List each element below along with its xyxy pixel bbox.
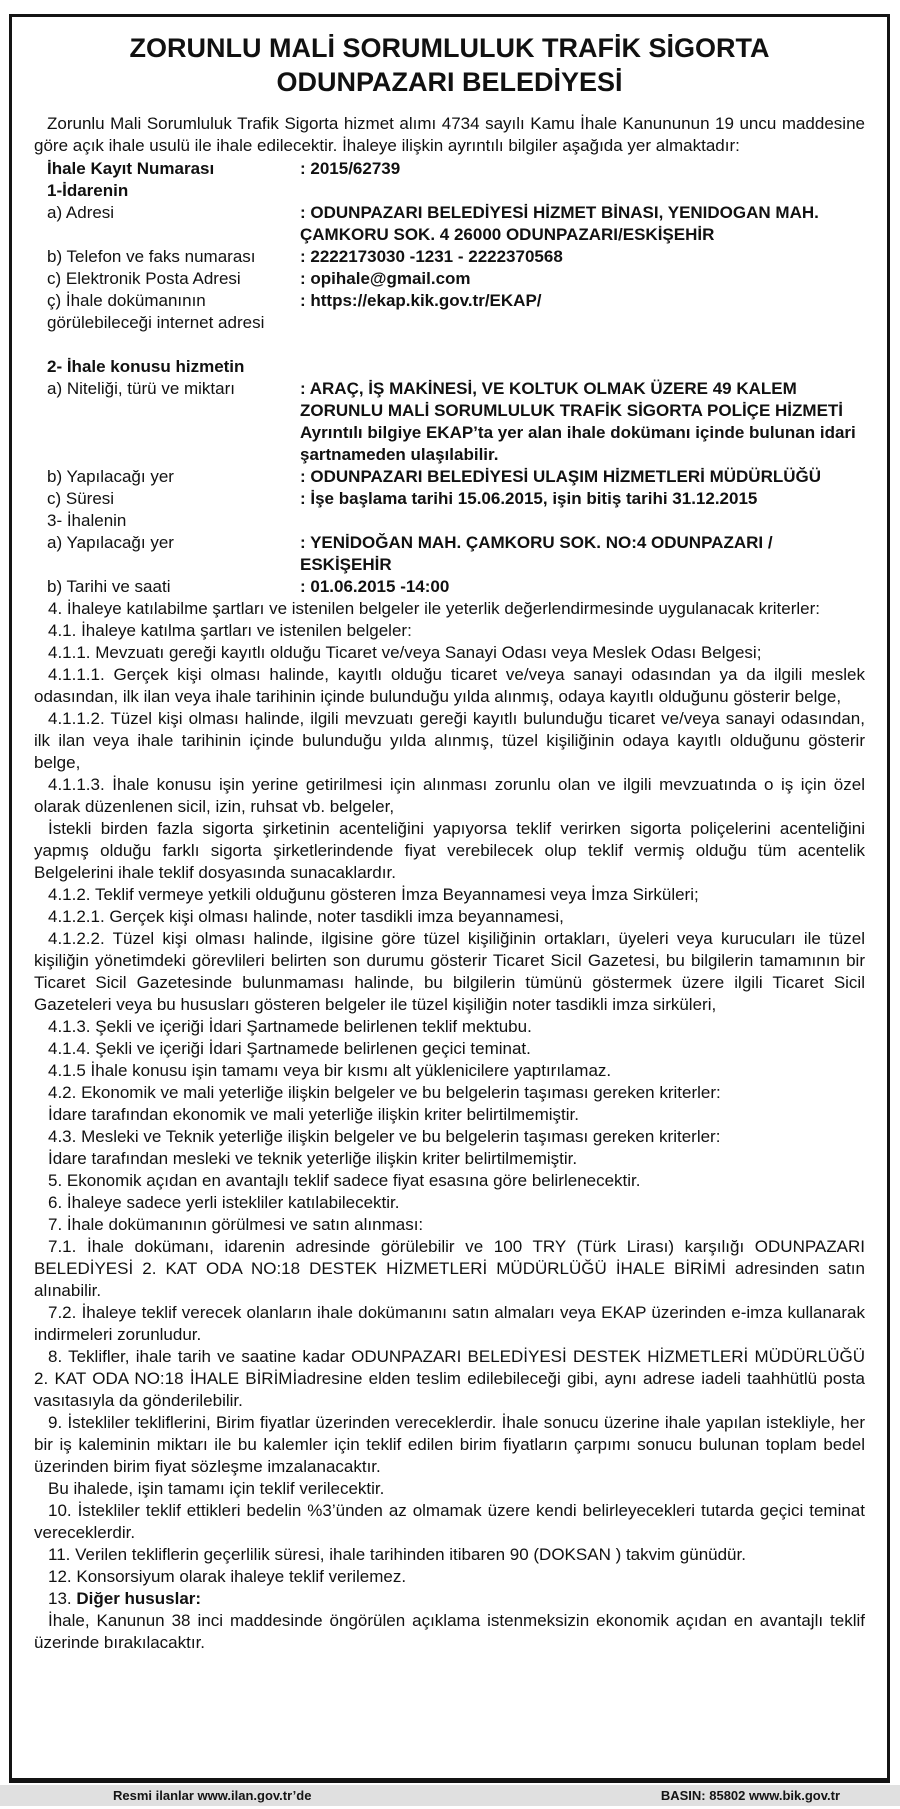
body-paragraph (34, 1104, 865, 1126)
paragraph-bold-text: Diğer hususlar: (76, 1589, 202, 1608)
footer-bar (0, 1785, 900, 1806)
info-label: İhale Kayıt Numarası (47, 159, 215, 178)
info-row (34, 268, 865, 290)
body-paragraph (34, 664, 865, 708)
info-value: : ODUNPAZARI BELEDİYESİ ULAŞIM HİZMETLERİ MÜDÜRLÜĞÜ (300, 467, 822, 486)
body-paragraph (34, 1192, 865, 1214)
paragraph-text: 4.1.5 İhale konusu işin tamamı veya bir kısmı alt yüklenicilere yaptırılamaz. (48, 1061, 612, 1080)
info-row (34, 532, 865, 576)
paragraph-text: 4.1.4. Şekli ve içeriği İdari Şartnamede belirlenen geçici teminat. (48, 1039, 531, 1058)
info-row (34, 378, 865, 466)
body-paragraph (34, 1566, 865, 1588)
info-value: : ARAÇ, İŞ MAKİNESİ, VE KOLTUK OLMAK ÜZERE 49 KALEM ZORUNLU MALİ SORUMLULUK TRAFİK SİGORTA POLİÇE HİZMETİ Ayrıntılı bilgiye EKAP’ta yer alan ihale dokümanı içinde bulunan idari şartnameden ulaşılabilir. (300, 379, 856, 464)
info-label: a) Yapılacağı yer (47, 533, 174, 552)
paragraph-text: 12. Konsorsiyum olarak ihaleye teklif verilemez. (48, 1567, 407, 1586)
body-paragraph (34, 642, 865, 664)
info-value: : opihale@gmail.com (300, 269, 471, 288)
official-ads-note: Resmi ilanlar www.ilan.gov.tr’de (113, 1788, 312, 1803)
body-paragraph (34, 906, 865, 928)
notice-title (34, 31, 865, 99)
paragraph-text: 4.1.1. Mevzuatı gereği kayıtlı olduğu Ticaret ve/veya Sanayi Odası veya Meslek Odası Belgesi; (48, 643, 762, 662)
body-paragraph (34, 1346, 865, 1412)
info-label: ç) İhale dokümanının görülebileceği internet adresi (47, 291, 265, 332)
info-label: a) Niteliği, türü ve miktarı (47, 379, 235, 398)
info-value: : https://ekap.kik.gov.tr/EKAP/ (300, 291, 542, 310)
body-paragraph (34, 620, 865, 642)
paragraph-text: 13. (48, 1589, 77, 1608)
info-label: a) Adresi (47, 203, 115, 222)
body-paragraphs (34, 598, 865, 1654)
body-paragraph (34, 1412, 865, 1478)
info-row (34, 356, 865, 378)
body-paragraph (34, 1214, 865, 1236)
body-paragraph (34, 1126, 865, 1148)
paragraph-text: 5. Ekonomik açıdan en avantajlı teklif sadece fiyat esasına göre belirlenecektir. (48, 1171, 641, 1190)
paragraph-text: İstekli birden fazla sigorta şirketinin acenteliğini yapıyorsa teklif verirken sigorta poliçelerini acenteliğini yapmış olduğu farklı sigorta şirketlerindende fiyat verebilecek olup teklif vermiş olduğu tüm acentelik Belgelerini ihale teklif dosyasında sunacaklardır. (34, 819, 865, 882)
paragraph-text: 4.1.1.1. Gerçek kişi olması halinde, kayıtlı olduğu ticaret ve/veya sanayi odasından ya da ilgili meslek odasından, ilk ilan veya ihale tarihinin içinde bulunduğu yılda alınmış, odaya kayıtlı olduğunu gösterir belge, (34, 665, 865, 706)
body-paragraph (34, 1500, 865, 1544)
info-row (34, 488, 865, 510)
info-label: c) Süresi (47, 489, 115, 508)
paragraph-text: 8. Teklifler, ihale tarih ve saatine kadar ODUNPAZARI BELEDİYESİ DESTEK HİZMETLERİ MÜDÜRLÜĞÜ 2. KAT ODA NO:18 İHALE BİRİMİadresine elden teslim edilebileceği gibi, aynı adrese iadeli taahhütlü posta vasıtasıyla da gönderilebilir. (34, 1347, 865, 1410)
paragraph-text: Bu ihalede, işin tamamı için teklif verilecektir. (48, 1479, 385, 1498)
body-paragraph (34, 1016, 865, 1038)
body-paragraph (34, 708, 865, 774)
info-row (34, 510, 865, 532)
paragraph-text: 7. İhale dokümanının görülmesi ve satın alınması: (48, 1215, 424, 1234)
paragraph-text: 9. İstekliler tekliflerini, Birim fiyatlar üzerinden vereceklerdir. İhale sonucu üzerine ihale yapılan istekliyle, her bir iş kaleminin miktarı ile bu kalemler için teklif edilen birim fiyatların çarpımı sonucu bulunan toplam bedel üzerinden birim fiyat sözleşme imzalanacaktır. (34, 1413, 865, 1476)
paragraph-text: İdare tarafından ekonomik ve mali yeterliğe ilişkin kriter belirtilmemiştir. (48, 1105, 579, 1124)
body-paragraph (34, 1236, 865, 1302)
notice-title-line1: ZORUNLU MALİ SORUMLULUK TRAFİK SİGORTA (129, 33, 770, 63)
info-row (34, 202, 865, 246)
paragraph-text: 7.1. İhale dokümanı, idarenin adresinde görülebilir ve 100 TRY (Türk Lirası) karşılığı ODUNPAZARI BELEDİYESİ 2. KAT ODA NO:18 DESTEK HİZMETLERİ MÜDÜRLÜĞÜ İHALE BİRİMİ adresinden satın alınabilir. (34, 1237, 865, 1300)
info-row (34, 466, 865, 488)
paragraph-text: 4.1.2.1. Gerçek kişi olması halinde, noter tasdikli imza beyannamesi, (48, 907, 564, 926)
paragraph-text: 11. Verilen tekliflerin geçerlilik süresi, ihale tarihinden itibaren 90 (DOKSAN ) takvim günüdür. (48, 1545, 746, 1564)
info-row (34, 180, 865, 202)
paragraph-text: 4.3. Mesleki ve Teknik yeterliğe ilişkin belgeler ve bu belgelerin taşıması gereken kriterler: (48, 1127, 721, 1146)
intro-paragraph: Zorunlu Mali Sorumluluk Trafik Sigorta hizmet alımı 4734 sayılı Kamu İhale Kanununun 19 uncu maddesine göre açık ihale usulü ile ihale edilecektir. İhaleye ilişkin ayrıntılı bilgiler aşağıda yer almaktadır: (34, 114, 865, 155)
body-paragraph (34, 1544, 865, 1566)
info-row (34, 158, 865, 180)
body-paragraph (34, 1302, 865, 1346)
body-paragraph (34, 1082, 865, 1104)
info-label: b) Yapılacağı yer (47, 467, 174, 486)
info-value: : YENİDOĞAN MAH. ÇAMKORU SOK. NO:4 ODUNPAZARI / ESKİŞEHİR (300, 533, 773, 574)
info-label: 1-İdarenin (47, 181, 129, 200)
body-paragraph (34, 1478, 865, 1500)
info-label: 2- İhale konusu hizmetin (47, 357, 245, 376)
body-paragraph (34, 1170, 865, 1192)
body-paragraph (34, 1038, 865, 1060)
paragraph-text: 4.2. Ekonomik ve mali yeterliğe ilişkin belgeler ve bu belgelerin taşıması gereken kriterler: (48, 1083, 721, 1102)
paragraph-text: 4.1.2. Teklif vermeye yetkili olduğunu gösteren İmza Beyannamesi veya İmza Sirküleri; (48, 885, 699, 904)
paragraph-text: 4.1. İhaleye katılma şartları ve istenilen belgeler: (48, 621, 412, 640)
info-value: : 2222173030 -1231 - 2222370568 (300, 247, 563, 266)
paragraph-text: 4.1.1.3. İhale konusu işin yerine getirilmesi için alınması zorunlu olan ve ilgili mevzuatında o iş için özel olarak düzenlenen sicil, izin, ruhsat vb. belgeler, (34, 775, 865, 816)
paragraph-text: İhale, Kanunun 38 inci maddesinde öngörülen açıklama istenmeksizin ekonomik açıdan en avantajlı teklif üzerinde bırakılacaktır. (34, 1611, 865, 1652)
notice-title-line2: ODUNPAZARI BELEDİYESİ (276, 67, 623, 97)
body-paragraph (34, 774, 865, 818)
paragraph-text: 4.1.3. Şekli ve içeriği İdari Şartnamede belirlenen teklif mektubu. (48, 1017, 532, 1036)
body-paragraph (34, 598, 865, 620)
info-row (34, 290, 865, 334)
paragraph-text: 10. İstekliler teklif ettikleri bedelin %3’ünden az olmamak üzere kendi belirleyecekleri tutarda geçici teminat vereceklerdir. (34, 1501, 865, 1542)
body-paragraph (34, 884, 865, 906)
paragraph-text: 4. İhaleye katılabilme şartları ve istenilen belgeler ile yeterlik değerlendirmesinde uygulanacak kriterler: (48, 599, 820, 618)
body-paragraph (34, 1148, 865, 1170)
paragraph-text: İdare tarafından mesleki ve teknik yeterliğe ilişkin kriter belirtilmemiştir. (48, 1149, 578, 1168)
info-label: 3- İhalenin (47, 511, 127, 530)
paragraph-text: 4.1.1.2. Tüzel kişi olması halinde, ilgili mevzuatı gereği kayıtlı bulunduğu ticaret ve/veya sanayi odasından, ilk ilan veya ihale tarihinin içinde bulunduğu yılda alınmış, tüzel kişiliğinin odaya kayıtlı olduğunu gösterir belge, (34, 709, 865, 772)
info-value: : ODUNPAZARI BELEDİYESİ HİZMET BİNASI, YENIDOGAN MAH. ÇAMKORU SOK. 4 26000 ODUNPAZARI/ESKİŞEHİR (300, 203, 819, 244)
body-paragraph (34, 818, 865, 884)
info-value: : 01.06.2015 -14:00 (300, 577, 450, 596)
press-reference: BASIN: 85802 www.bik.gov.tr (660, 1788, 840, 1803)
info-value: : İşe başlama tarihi 15.06.2015, işin bitiş tarihi 31.12.2015 (300, 489, 758, 508)
body-paragraph (34, 1588, 865, 1610)
paragraph-text: 4.1.2.2. Tüzel kişi olması halinde, ilgisine göre tüzel kişiliğinin ortakları, üyeleri veya kurucuları ile tüzel kişiliğin yönetimdeki görevlileri belirten son durumu gösterir Ticaret Sicil Gazetesi, bu bilgilerin tamamının bir Ticaret Sicil Gazetesinde bulunmaması halinde, bu bilgilerin tümünü göstermek üzere ilgili Ticaret Sicil Gazeteleri veya bu hususları gösteren belgeler ile tüzel kişiliğin noter tasdikli imza sirküleri, (34, 929, 865, 1014)
info-value: : 2015/62739 (300, 159, 401, 178)
body-paragraph (34, 1610, 865, 1654)
body-paragraph (34, 1060, 865, 1082)
notice-border-box (9, 14, 890, 1783)
info-row (34, 576, 865, 598)
info-row (34, 246, 865, 268)
paragraph-text: 6. İhaleye sadece yerli istekliler katılabilecektir. (48, 1193, 400, 1212)
info-label: b) Tarihi ve saati (47, 577, 171, 596)
info-label: c) Elektronik Posta Adresi (47, 269, 241, 288)
info-table (34, 158, 865, 598)
paragraph-text: 7.2. İhaleye teklif verecek olanların ihale dokümanını satın almaları veya EKAP üzerinden e-imza kullanarak indirmeleri zorunludur. (34, 1303, 865, 1344)
body-paragraph (34, 928, 865, 1016)
info-label: b) Telefon ve faks numarası (47, 247, 256, 266)
